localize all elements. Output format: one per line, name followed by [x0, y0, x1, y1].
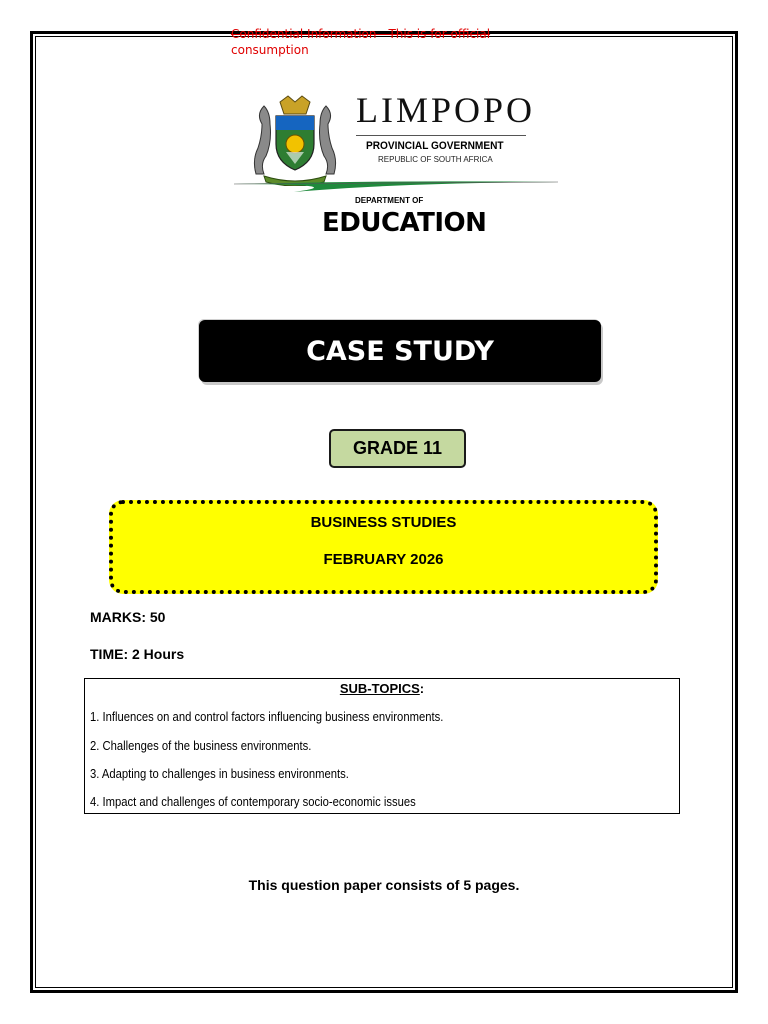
subject-box [109, 500, 658, 594]
grade-label: GRADE 11 [352, 438, 443, 458]
subtopic-item: 4. Impact and challenges of contemporary socio-economic issues [90, 795, 416, 809]
logo-republic-text: REPUBLIC OF SOUTH AFRICA [378, 155, 493, 164]
coat-of-arms-icon [240, 94, 350, 186]
limpopo-education-logo [230, 88, 546, 250]
subtopic-item: 2. Challenges of the business environments. [90, 739, 312, 753]
logo-divider [356, 135, 526, 136]
logo-education-text: EDUCATION [322, 208, 487, 238]
grade-badge [329, 429, 466, 468]
time-label: TIME: 2 Hours [90, 646, 185, 662]
confidential-notice [231, 26, 521, 58]
confidential-line-1: Confidential Information - This is for official [231, 27, 491, 41]
logo-limpopo-text: LIMPOPO [356, 90, 536, 130]
logo-provincial-text: PROVINCIAL GOVERNMENT [366, 140, 504, 152]
marks-label: MARKS: 50 [90, 609, 166, 625]
green-swoosh-icon [234, 180, 558, 192]
page-count-note: This question paper consists of 5 pages. [248, 877, 520, 893]
subtopics-table [84, 678, 680, 814]
subtopic-item: 1. Influences on and control factors influencing business environments. [90, 710, 444, 724]
subtopics-heading-text: SUB-TOPICS [339, 681, 420, 696]
subtopics-heading [85, 681, 679, 696]
subtopics-heading-colon: : [419, 681, 425, 696]
subtopic-item: 3. Adapting to challenges in business environments. [90, 767, 349, 781]
exam-date: FEBRUARY 2026 [323, 551, 444, 568]
subject-name: BUSINESS STUDIES [310, 514, 457, 531]
document-title: CASE STUDY [306, 335, 494, 367]
logo-department-of: DEPARTMENT OF [355, 196, 424, 205]
confidential-line-2: consumption [231, 43, 309, 57]
case-study-banner [199, 320, 601, 382]
